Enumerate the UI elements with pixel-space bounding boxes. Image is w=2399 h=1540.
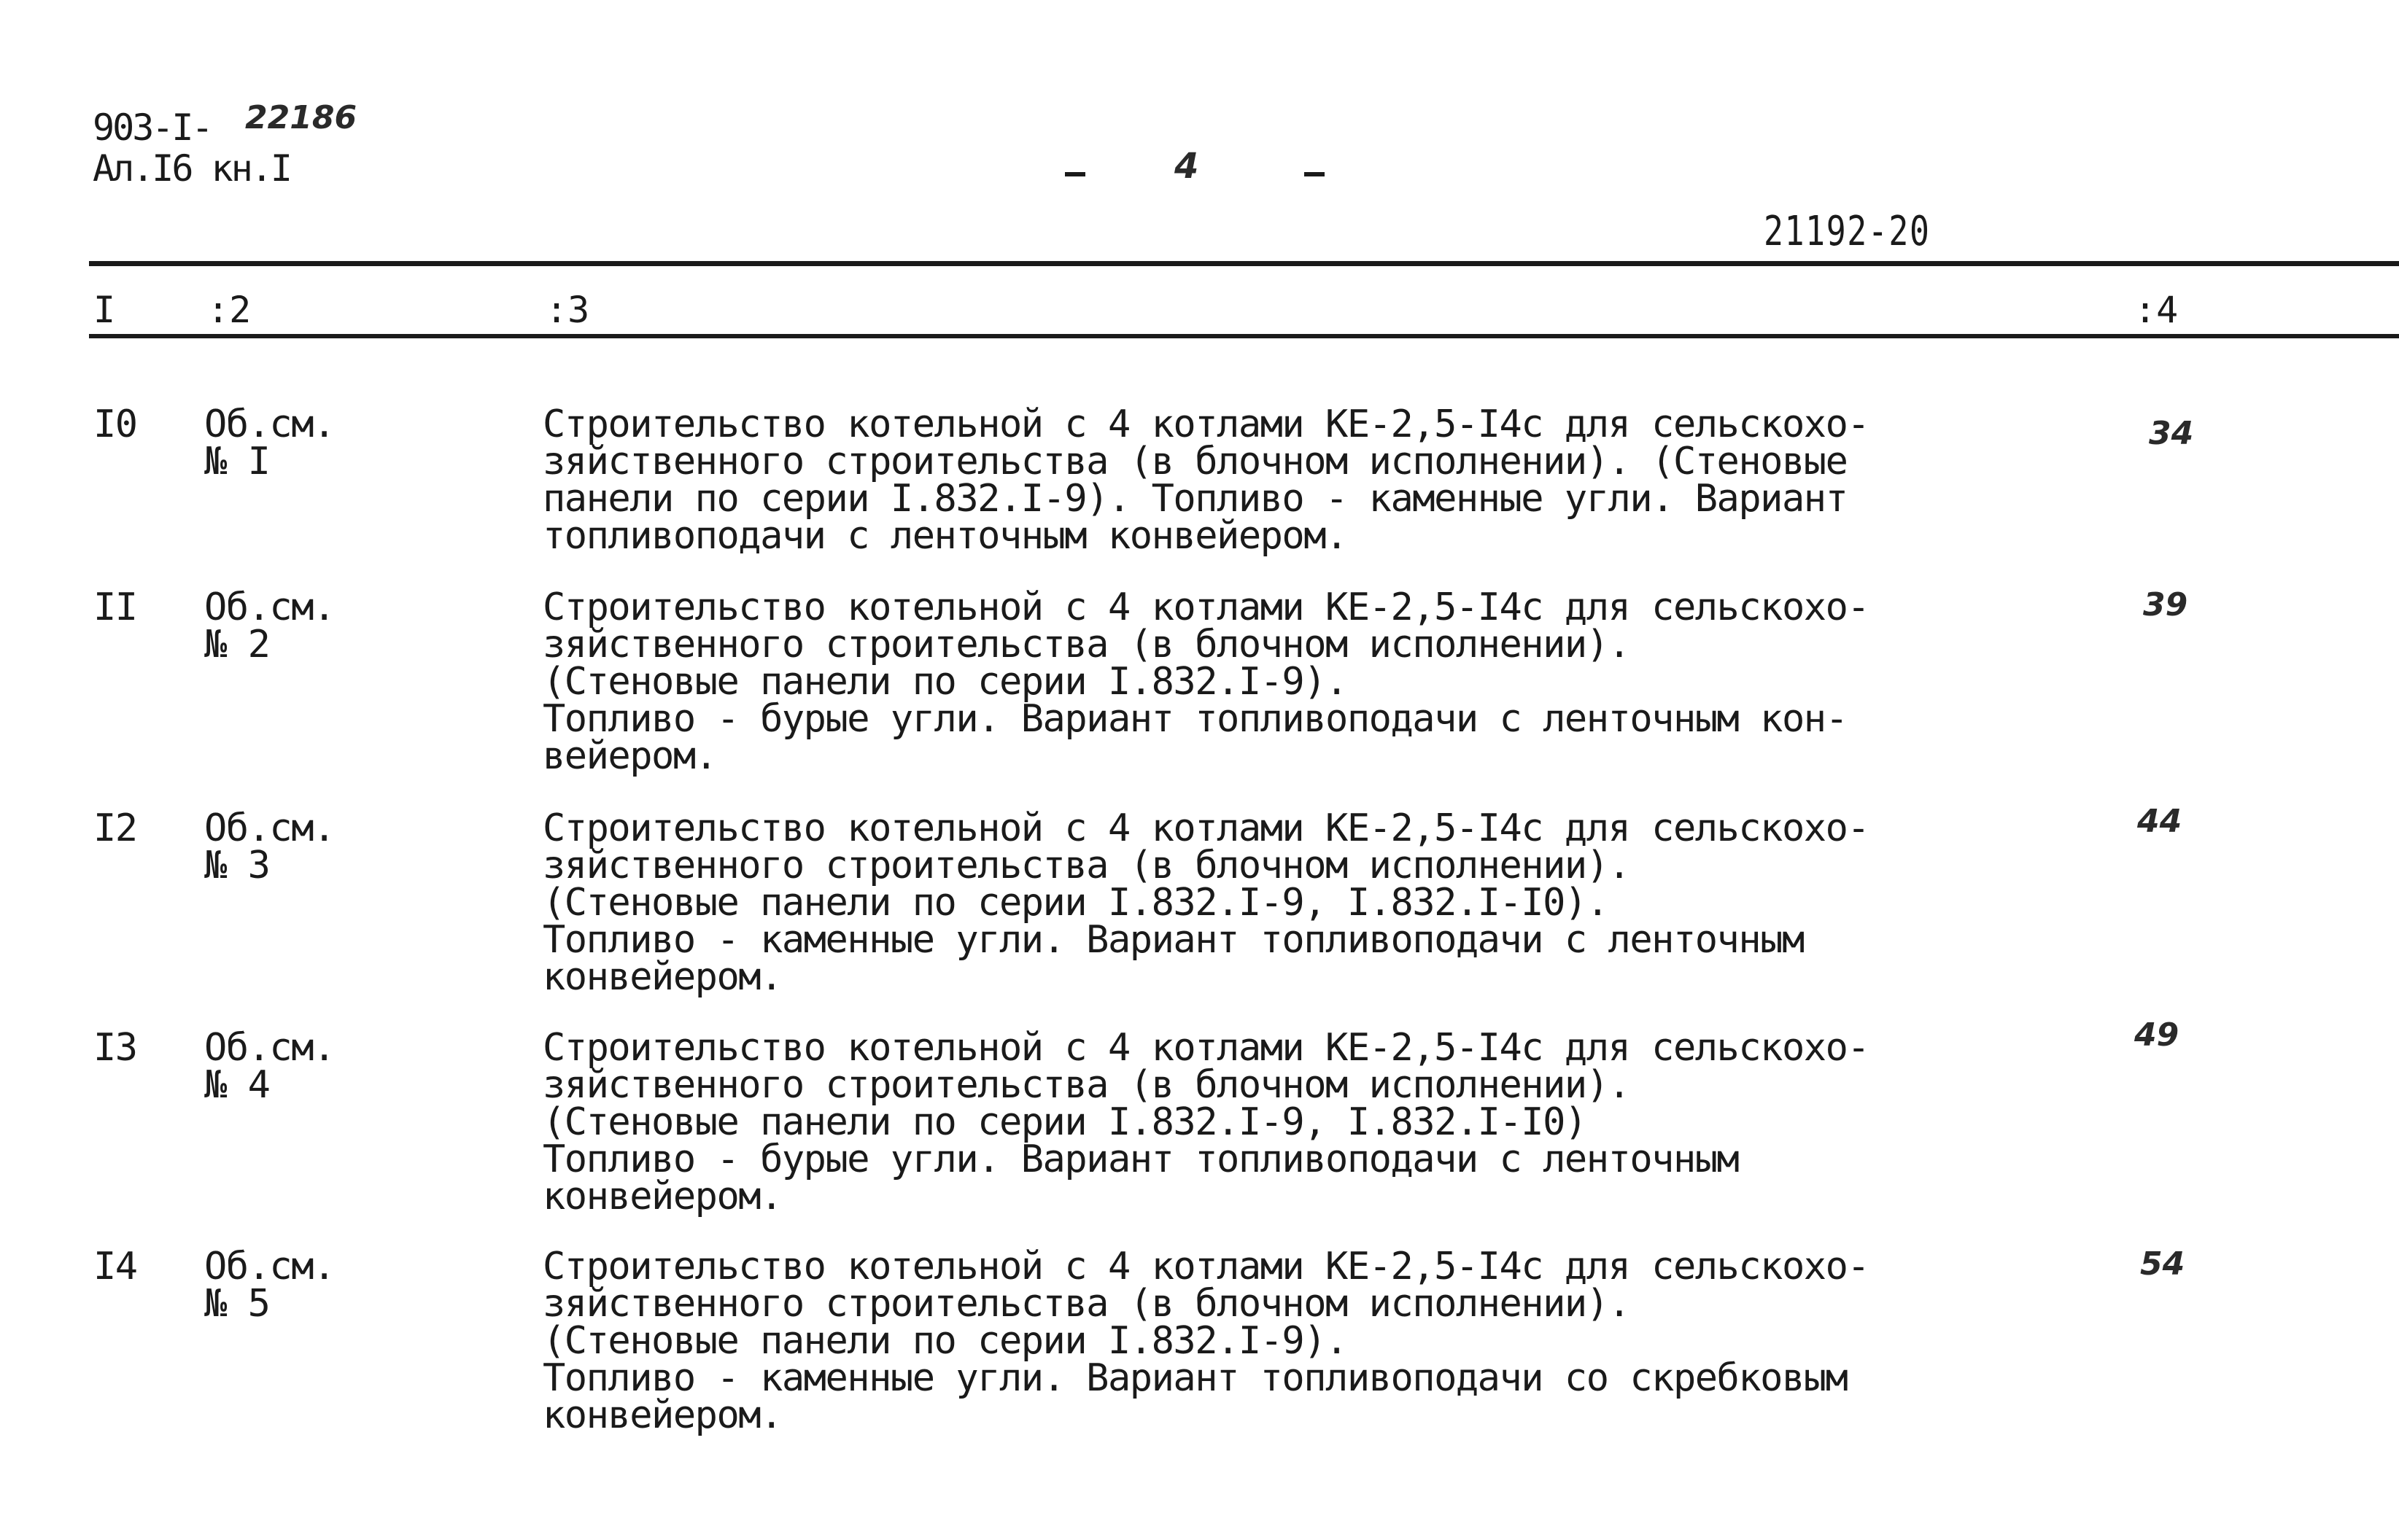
description-line: Строительство котельной с 4 котлами КЕ-2,5-I4с для сельскохо- [543,586,1869,629]
description-line: зяйственного строительства (в блочном исполнении). [543,1282,1630,1326]
description-line: зяйственного строительства (в блочном исполнении). [543,623,1630,666]
document-code-number: 22186 [245,99,357,136]
page-number: 4 [1174,146,1199,187]
description-line: зяйственного строительства (в блочном исполнении). (Стеновые [543,440,1848,483]
row-page-number: 54 [2140,1245,2185,1283]
description-line: (Стеновые панели по серии I.832.I-9). [543,660,1347,704]
page-number-dash-right [1304,172,1325,176]
row-page-number: 34 [2149,415,2194,452]
description-line: Топливо - бурые угли. Вариант топливоподачи с ленточным [543,1138,1739,1181]
registration-stamp: 21192-20 [1764,208,1931,255]
description-line: конвейером. [543,1393,782,1437]
row-doc-number: № 4 [204,1063,270,1107]
row-description [543,402,1869,558]
row-page-number: 44 [2137,803,2182,840]
row-page-number: 39 [2143,586,2188,623]
column-header-2: :2 [207,289,252,331]
row-number: I0 [93,402,137,446]
row-doc-number: № 5 [204,1282,270,1326]
description-line: Строительство котельной с 4 котлами КЕ-2,5-I4с для сельскохо- [543,1026,1869,1070]
row-doc-number: № 3 [204,844,270,887]
document-code [93,106,212,149]
table-header-rule [89,334,2399,338]
album-book-label: Ал.I6 кн.I [93,147,291,190]
row-doc-type: Об.см. [204,1245,335,1288]
description-line: Строительство котельной с 4 котлами КЕ-2,5-I4с для сельскохо- [543,806,1869,850]
table-top-rule [89,261,2399,266]
row-description [543,586,1869,778]
row-description [543,1245,1869,1437]
column-header-1: I [93,289,116,331]
page-number-dash-left [1065,172,1085,176]
row-doc-type: Об.см. [204,1026,335,1070]
description-line: (Стеновые панели по серии I.832.I-9, I.832.I-I0). [543,881,1608,925]
description-line: Топливо - каменные угли. Вариант топливоподачи со скребковым [543,1356,1848,1400]
description-line: Строительство котельной с 4 котлами КЕ-2,5-I4с для сельскохо- [543,402,1869,446]
document-code-prefix: 903-I- [93,106,212,149]
column-header-3: :3 [546,289,590,331]
description-line: топливоподачи с ленточным конвейером. [543,514,1347,558]
description-line: вейером. [543,734,717,778]
row-doc-number: № I [204,440,270,483]
row-description [543,806,1869,999]
row-doc-type: Об.см. [204,402,335,446]
description-line: Строительство котельной с 4 котлами КЕ-2,5-I4с для сельскохо- [543,1245,1869,1288]
description-line: Топливо - каменные угли. Вариант топливоподачи с ленточным [543,918,1804,962]
description-line: (Стеновые панели по серии I.832.I-9, I.832.I-I0) [543,1100,1586,1144]
row-description [543,1026,1869,1218]
row-number: I4 [93,1245,137,1288]
description-line: конвейером. [543,955,782,999]
row-number: I2 [93,806,137,850]
row-number: I3 [93,1026,137,1070]
description-line: зяйственного строительства (в блочном исполнении). [543,844,1630,887]
description-line: зяйственного строительства (в блочном исполнении). [543,1063,1630,1107]
description-line: Топливо - бурые угли. Вариант топливоподачи с ленточным кон- [543,697,1848,741]
row-doc-type: Об.см. [204,806,335,850]
row-doc-type: Об.см. [204,586,335,629]
description-line: панели по серии I.832.I-9). Топливо - каменные угли. Вариант [543,477,1848,521]
row-doc-number: № 2 [204,623,270,666]
description-line: (Стеновые панели по серии I.832.I-9). [543,1319,1347,1363]
row-page-number: 49 [2134,1016,2179,1054]
row-number: II [93,586,137,629]
column-header-4: :4 [2134,289,2179,331]
description-line: конвейером. [543,1175,782,1218]
